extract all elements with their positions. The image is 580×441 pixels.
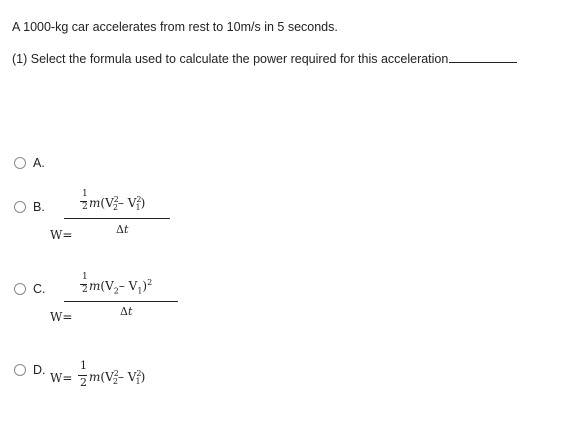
option-letter: C. (33, 282, 46, 296)
option-letter: D. (33, 363, 46, 377)
formula-body: $m(V^2_2-$ $V^2_1$) (89, 195, 146, 213)
denominator: Δt (116, 223, 129, 236)
radio-button[interactable] (14, 283, 26, 295)
radio-button[interactable] (14, 201, 26, 213)
question-prompt-text: (1) Select the formula used to calculate the power required for this acceleration (12, 52, 449, 66)
formula-b (50, 188, 190, 254)
formula-lhs: W= (50, 310, 73, 324)
formula-body: $m(V_2-$ $V_1)^2$ (89, 278, 153, 296)
formula-lhs: W= (50, 228, 73, 242)
coef-denominator: 2 (80, 376, 87, 389)
coef-numerator: 1 (80, 359, 87, 372)
coef-denominator: 2 (82, 285, 88, 295)
formula-body: $m(V^2_2-$ $V^2_1$) (89, 369, 146, 387)
radio-button[interactable] (14, 364, 26, 376)
question-title: A 1000-kg car accelerates from rest to 10m/s in 5 seconds. (12, 20, 338, 34)
coef-numerator: 1 (82, 272, 88, 282)
formula-lhs: W= (50, 371, 73, 385)
fraction-line (64, 301, 178, 302)
formula-c (50, 271, 190, 337)
coef-denominator: 2 (82, 202, 88, 212)
option-letter: A. (33, 156, 45, 170)
radio-button[interactable] (14, 157, 26, 169)
denominator: Δt (120, 305, 133, 318)
answer-blank (449, 51, 517, 63)
coef-numerator: 1 (82, 189, 88, 199)
formula-d (50, 358, 190, 398)
question-prompt (12, 51, 517, 66)
fraction-line (64, 218, 170, 219)
option-letter: B. (33, 200, 45, 214)
